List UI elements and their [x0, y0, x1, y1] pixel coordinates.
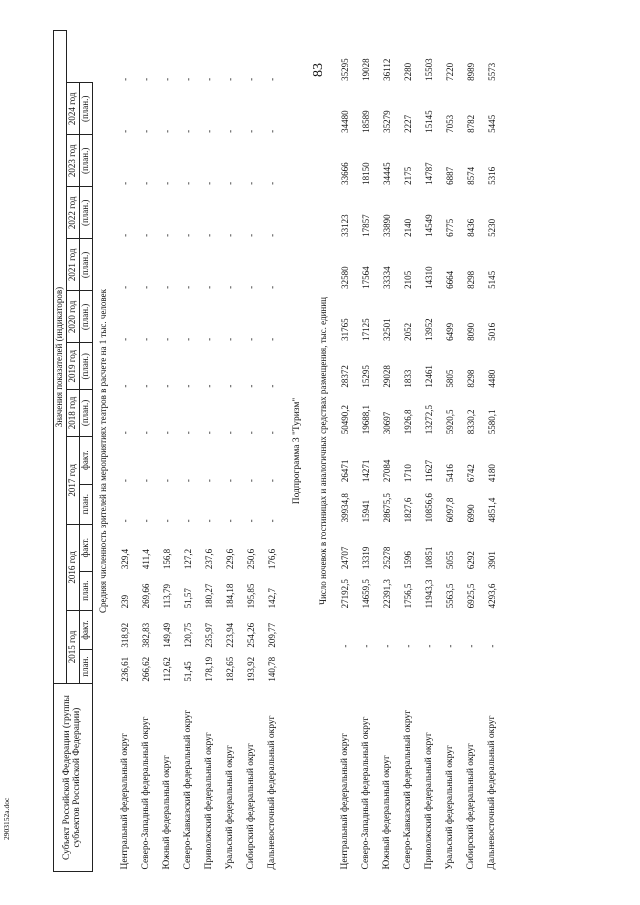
value-cell: 6887	[444, 166, 455, 185]
value-cell: 26471	[339, 459, 350, 483]
value-cell: -	[402, 644, 413, 648]
value-cell: 39934,8	[339, 493, 350, 523]
value-cell: 5805	[444, 369, 455, 388]
header-plan: (план.)	[80, 187, 93, 239]
value-cell: 29028	[381, 365, 392, 388]
value-cell: -	[203, 337, 214, 341]
value-cell: 19028	[360, 58, 371, 81]
value-cell: -	[245, 519, 256, 523]
empty-cell	[461, 650, 482, 684]
value-cell: -	[140, 519, 151, 523]
value-cell: 8574	[465, 166, 476, 185]
value-cell: -	[161, 181, 172, 185]
value-cell: 32580	[339, 266, 350, 289]
value-cell: 5563,5	[444, 583, 455, 609]
value-cell: 1710	[402, 464, 413, 483]
subprogram-title	[283, 31, 313, 872]
value-cell: 33666	[339, 162, 350, 185]
table-row	[335, 31, 356, 872]
table-row	[377, 31, 398, 872]
value-cell: -	[119, 519, 130, 523]
value-cell: -	[224, 233, 235, 237]
section-title-overnight-text: Число ночевок в гостиницах и аналогичных средствах размещения, тыс. единиц	[318, 297, 329, 605]
value-cell: -	[245, 181, 256, 185]
value-cell: 1926,8	[402, 409, 413, 435]
value-cell: 411,4	[140, 549, 151, 570]
header-plan: план.	[80, 571, 93, 610]
value-cell: 10856,6	[423, 493, 434, 523]
value-cell: 8298	[465, 270, 476, 289]
value-cell: -	[266, 285, 277, 289]
value-cell: -	[224, 129, 235, 133]
value-cell: -	[140, 77, 151, 81]
page-number: 83	[311, 63, 326, 77]
value-cell: -	[182, 431, 193, 435]
header-indicators: Значения показателей (индикаторов)	[54, 31, 67, 684]
value-cell: 33890	[381, 214, 392, 237]
value-cell: -	[161, 285, 172, 289]
value-cell: -	[203, 181, 214, 185]
header-plan: план.	[80, 650, 93, 684]
value-cell: -	[266, 337, 277, 341]
value-cell: -	[182, 233, 193, 237]
value-cell: -	[182, 181, 193, 185]
value-cell: 6742	[465, 464, 476, 483]
value-cell: -	[119, 431, 130, 435]
header-year: 2021 год	[67, 239, 80, 291]
row-region-name: Дальневосточный федеральный округ	[486, 715, 497, 870]
value-cell: 31765	[339, 318, 350, 341]
value-cell: -	[119, 479, 130, 483]
value-cell: -	[360, 644, 371, 648]
value-cell: 13952	[423, 318, 434, 341]
value-cell: -	[119, 77, 130, 81]
value-cell: -	[119, 129, 130, 133]
value-cell: -	[444, 644, 455, 648]
value-cell: 195,85	[245, 583, 256, 609]
value-cell: 19688,1	[360, 405, 371, 435]
row-region-name: Южный федеральный округ	[381, 755, 392, 870]
value-cell: -	[119, 233, 130, 237]
value-cell: 7220	[444, 62, 455, 81]
value-cell: -	[266, 384, 277, 388]
value-cell: -	[245, 337, 256, 341]
value-cell: 2105	[402, 270, 413, 289]
empty-cell	[356, 650, 377, 684]
value-cell: -	[161, 129, 172, 133]
value-cell: 1833	[402, 369, 413, 388]
value-cell: 15295	[360, 365, 371, 388]
value-cell: 18589	[360, 110, 371, 133]
rotated-table-container	[53, 30, 625, 872]
value-cell: -	[266, 479, 277, 483]
value-cell: 266,62	[140, 656, 151, 682]
table-row	[241, 31, 262, 872]
value-cell: 1596	[402, 551, 413, 570]
value-cell: 12461	[423, 365, 434, 388]
empty-cell	[440, 650, 461, 684]
value-cell: -	[140, 384, 151, 388]
table-row	[262, 31, 283, 872]
value-cell: 14549	[423, 214, 434, 237]
empty-cell	[377, 650, 398, 684]
value-cell: 14787	[423, 162, 434, 185]
table-row	[482, 31, 503, 872]
header-year: 2023 год	[67, 135, 80, 187]
value-cell: 15145	[423, 110, 434, 133]
row-region-name: Приволжский федеральный округ	[203, 732, 214, 870]
indicator-table	[53, 30, 503, 872]
value-cell: 6664	[444, 270, 455, 289]
header-plan: (план.)	[80, 135, 93, 187]
value-cell: 140,78	[266, 656, 277, 682]
header-fact: факт.	[80, 524, 93, 571]
value-cell: -	[203, 129, 214, 133]
value-cell: 4851,4	[486, 497, 497, 523]
value-cell: 17857	[360, 214, 371, 237]
value-cell: 35295	[339, 58, 350, 81]
header-plan: (план.)	[80, 291, 93, 343]
table-row	[199, 31, 220, 872]
value-cell: 18150	[360, 162, 371, 185]
value-cell: 5573	[486, 62, 497, 81]
header-year: 2020 год	[67, 291, 80, 343]
value-cell: 236,61	[119, 656, 130, 682]
value-cell: -	[161, 384, 172, 388]
value-cell: 6292	[465, 551, 476, 570]
value-cell: 24707	[339, 546, 350, 570]
value-cell: -	[224, 337, 235, 341]
value-cell: 6925,5	[465, 583, 476, 609]
value-cell: 209,77	[266, 622, 277, 648]
value-cell: -	[203, 519, 214, 523]
value-cell: -	[161, 77, 172, 81]
row-region-name: Уральский федеральный округ	[444, 745, 455, 870]
value-cell: 113,79	[161, 583, 172, 609]
value-cell: 149,49	[161, 622, 172, 648]
table-row	[398, 31, 419, 872]
row-region-name: Уральский федеральный округ	[224, 745, 235, 870]
empty-cell	[419, 650, 440, 684]
value-cell: -	[119, 337, 130, 341]
table-row	[178, 31, 199, 872]
header-plan: план.	[80, 484, 93, 524]
value-cell: -	[224, 431, 235, 435]
value-cell: 193,92	[245, 656, 256, 682]
value-cell: -	[161, 431, 172, 435]
value-cell: 34480	[339, 110, 350, 133]
value-cell: 11943,3	[423, 579, 434, 609]
value-cell: -	[203, 431, 214, 435]
value-cell: 176,6	[266, 548, 277, 570]
row-region-name: Северо-Западный федеральный округ	[140, 716, 151, 870]
value-cell: -	[182, 285, 193, 289]
value-cell: -	[182, 479, 193, 483]
value-cell: 8989	[465, 62, 476, 81]
row-region-name: Приволжский федеральный округ	[423, 732, 434, 870]
value-cell: -	[245, 233, 256, 237]
value-cell: -	[182, 519, 193, 523]
row-region-name: Сибирский федеральный округ	[245, 743, 256, 870]
value-cell: -	[161, 337, 172, 341]
table-row	[220, 31, 241, 872]
value-cell: 5055	[444, 551, 455, 570]
value-cell: -	[119, 181, 130, 185]
value-cell: -	[266, 519, 277, 523]
header-year: 2019 год	[67, 343, 80, 390]
value-cell: 17564	[360, 266, 371, 289]
empty-cell	[335, 650, 356, 684]
value-cell: 5230	[486, 218, 497, 237]
footer-filename: 2903152а.doc	[2, 797, 11, 840]
value-cell: 7053	[444, 114, 455, 133]
row-region-name: Дальневосточный федеральный округ	[266, 715, 277, 870]
value-cell: 11627	[423, 459, 434, 483]
value-cell: 51,45	[182, 661, 193, 682]
value-cell: -	[182, 129, 193, 133]
value-cell: -	[161, 233, 172, 237]
value-cell: 2227	[402, 114, 413, 133]
value-cell: 34445	[381, 162, 392, 185]
value-cell: 6097,8	[444, 497, 455, 523]
value-cell: -	[119, 384, 130, 388]
table-row	[115, 31, 136, 872]
header-fact: факт.	[80, 436, 93, 484]
value-cell: -	[266, 181, 277, 185]
value-cell: -	[140, 337, 151, 341]
value-cell: -	[182, 337, 193, 341]
value-cell: 318,92	[119, 622, 130, 648]
empty-cell	[482, 650, 503, 684]
header-fact: факт.	[80, 610, 93, 649]
value-cell: 28372	[339, 365, 350, 388]
section-title-theatre-text: Средняя численность зрителей на мероприятиях театров в расчете на 1 тыс. человек	[98, 289, 109, 613]
value-cell: 182,65	[224, 656, 235, 682]
value-cell: 329,4	[119, 548, 130, 570]
value-cell: 10851	[423, 546, 434, 570]
value-cell: 2175	[402, 166, 413, 185]
value-cell: 6775	[444, 218, 455, 237]
section-title-overnight	[313, 31, 335, 872]
value-cell: 17125	[360, 318, 371, 341]
value-cell: 3901	[486, 551, 497, 570]
table-row	[440, 31, 461, 872]
value-cell: 4293,6	[486, 583, 497, 609]
header-year: 2016 год	[67, 524, 80, 610]
row-region-name: Северо-Западный федеральный округ	[360, 716, 371, 870]
value-cell: 2280	[402, 62, 413, 81]
value-cell: -	[266, 129, 277, 133]
value-cell: 2052	[402, 322, 413, 341]
value-cell: 235,97	[203, 622, 214, 648]
value-cell: 4480	[486, 369, 497, 388]
value-cell: 8436	[465, 218, 476, 237]
value-cell: 5580,1	[486, 409, 497, 435]
value-cell: 239	[119, 594, 130, 609]
value-cell: -	[203, 479, 214, 483]
value-cell: -	[140, 479, 151, 483]
value-cell: 5445	[486, 114, 497, 133]
value-cell: -	[266, 233, 277, 237]
value-cell: 178,19	[203, 656, 214, 682]
value-cell: -	[245, 431, 256, 435]
value-cell: 8298	[465, 369, 476, 388]
row-region-name: Северо-Кавказский федеральный округ	[402, 709, 413, 870]
value-cell: 382,83	[140, 622, 151, 648]
value-cell: 250,6	[245, 548, 256, 570]
value-cell: 180,27	[203, 583, 214, 609]
value-cell: 8330,2	[465, 409, 476, 435]
header-year: 2022 год	[67, 187, 80, 239]
value-cell: 28675,5	[381, 493, 392, 523]
value-cell: 30697	[381, 411, 392, 435]
value-cell: 25278	[381, 546, 392, 570]
value-cell: 254,26	[245, 622, 256, 648]
section-title-theatre	[93, 31, 116, 872]
value-cell: 4180	[486, 464, 497, 483]
value-cell: -	[203, 233, 214, 237]
header-year: 2015 год	[67, 610, 80, 683]
value-cell: -	[423, 644, 434, 648]
value-cell: 14271	[360, 459, 371, 483]
value-cell: 32501	[381, 318, 392, 341]
value-cell: 1827,6	[402, 497, 413, 523]
value-cell: -	[486, 644, 497, 648]
value-cell: -	[161, 479, 172, 483]
value-cell: -	[119, 285, 130, 289]
value-cell: -	[339, 644, 350, 648]
value-cell: 184,18	[224, 583, 235, 609]
row-region-name: Южный федеральный округ	[161, 755, 172, 870]
value-cell: 127,2	[182, 548, 193, 570]
value-cell: 156,8	[161, 548, 172, 570]
empty-cell	[398, 650, 419, 684]
value-cell: 142,7	[266, 588, 277, 609]
value-cell: -	[381, 644, 392, 648]
value-cell: -	[203, 285, 214, 289]
header-subject: Субъект Российской Федерации (группы субъектов Российской Федерации)	[54, 684, 93, 872]
table-row	[461, 31, 482, 872]
value-cell: -	[465, 644, 476, 648]
value-cell: 51,57	[182, 588, 193, 609]
value-cell: 223,94	[224, 622, 235, 648]
value-cell: -	[161, 519, 172, 523]
value-cell: 15941	[360, 499, 371, 523]
header-year: 2018 год	[67, 390, 80, 437]
subprogram-title-text: Подпрограмма 3 "Туризм"	[292, 397, 303, 505]
value-cell: -	[140, 181, 151, 185]
value-cell: 36112	[381, 58, 392, 81]
value-cell: 27084	[381, 459, 392, 483]
value-cell: -	[245, 77, 256, 81]
value-cell: -	[245, 129, 256, 133]
row-region-name: Северо-Кавказский федеральный округ	[182, 709, 193, 870]
value-cell: -	[224, 384, 235, 388]
value-cell: 14310	[423, 266, 434, 289]
value-cell: -	[266, 77, 277, 81]
table-body	[93, 31, 504, 872]
value-cell: 13272,5	[423, 405, 434, 435]
table-row	[419, 31, 440, 872]
value-cell: 8782	[465, 114, 476, 133]
table-row	[136, 31, 157, 872]
table-row	[157, 31, 178, 872]
value-cell: -	[224, 181, 235, 185]
value-cell: -	[203, 77, 214, 81]
value-cell: 27192,5	[339, 579, 350, 609]
header-plan: (план.)	[80, 239, 93, 291]
value-cell: -	[140, 431, 151, 435]
value-cell: 33123	[339, 214, 350, 237]
value-cell: -	[224, 77, 235, 81]
row-region-name: Центральный федеральный округ	[339, 733, 350, 870]
value-cell: 229,6	[224, 548, 235, 570]
value-cell: 120,75	[182, 622, 193, 648]
value-cell: 5316	[486, 166, 497, 185]
header-plan: (план.)	[80, 83, 93, 135]
value-cell: 6990	[465, 504, 476, 523]
header-year: 2024 год	[67, 83, 80, 135]
value-cell: 6499	[444, 322, 455, 341]
row-region-name: Центральный федеральный округ	[119, 733, 130, 870]
value-cell: -	[140, 129, 151, 133]
value-cell: -	[140, 233, 151, 237]
value-cell: 5016	[486, 322, 497, 341]
value-cell: -	[182, 384, 193, 388]
value-cell: -	[245, 384, 256, 388]
value-cell: 35279	[381, 110, 392, 133]
value-cell: -	[182, 77, 193, 81]
value-cell: 269,66	[140, 583, 151, 609]
value-cell: 5145	[486, 270, 497, 289]
value-cell: -	[245, 285, 256, 289]
value-cell: 13319	[360, 546, 371, 570]
value-cell: -	[224, 519, 235, 523]
value-cell: 5920,5	[444, 409, 455, 435]
value-cell: 50490,2	[339, 405, 350, 435]
value-cell: 33334	[381, 266, 392, 289]
value-cell: 22391,3	[381, 579, 392, 609]
value-cell: -	[224, 285, 235, 289]
value-cell: 15503	[423, 58, 434, 81]
row-region-name: Сибирский федеральный округ	[465, 743, 476, 870]
value-cell: -	[203, 384, 214, 388]
value-cell: 112,62	[161, 657, 172, 682]
header-plan: (план.)	[80, 390, 93, 437]
value-cell: 2140	[402, 218, 413, 237]
value-cell: 5416	[444, 464, 455, 483]
value-cell: -	[266, 431, 277, 435]
value-cell: 1756,5	[402, 583, 413, 609]
value-cell: 237,6	[203, 548, 214, 570]
header-year: 2017 год	[67, 436, 80, 524]
value-cell: 14659,5	[360, 579, 371, 609]
header-plan: (план.)	[80, 343, 93, 390]
value-cell: -	[224, 479, 235, 483]
table-row	[356, 31, 377, 872]
value-cell: -	[140, 285, 151, 289]
value-cell: 8090	[465, 322, 476, 341]
value-cell: -	[245, 479, 256, 483]
